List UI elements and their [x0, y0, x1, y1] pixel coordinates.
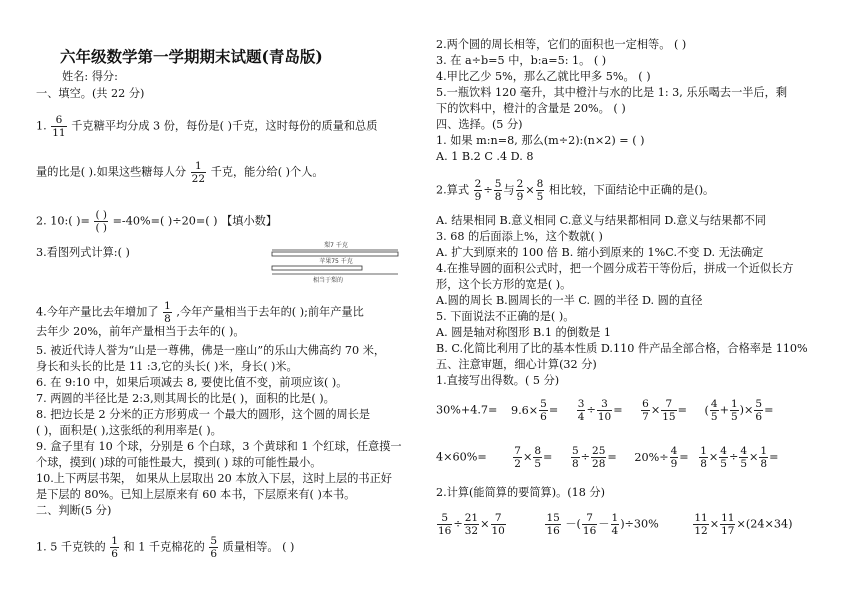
choice-5: 5. 下面说法不正确的是( )。: [436, 310, 575, 323]
judge-1: 1. 5 千克铁的 $\frac{1}{6}$ 和 1 千克棉花的 $\frac{5}{6}$ 质量相等。 ( ): [36, 535, 295, 560]
section-calculation: 五、注意审题，细心计算(32 分): [436, 358, 597, 371]
calc-row-1: 30%+4.7= 9.6× $\frac{5}{6}$ = $\frac{3}{4}$ ÷ $\frac{3}{10}$ = $\frac{6}{7}$ × $\frac{7}{15}$ = ( $\frac{4}{5}$ + $\frac{1}{5}$ )× $\frac{5}{6}$ =: [436, 398, 774, 423]
name-score-line: 姓名: 得分:: [62, 70, 118, 83]
fraction-blank: $\frac{( )}{( )}$: [95, 209, 107, 234]
choice-3-options: A. 扩大到原来的 100 倍 B. 缩小到原来的 1%C.不变 D. 无法确定: [436, 246, 764, 259]
question-10-line-1: 10.上下两层书架， 如果从上层取出 20 本放入下层，这时上层的书正好: [36, 472, 392, 485]
choice-2: 2.算式 $\frac{2}{9}$ ÷ $\frac{5}{8}$ 与 $\frac{2}{9}$ × $\frac{8}{5}$ 相比较，下面结论中正确的是()。: [436, 178, 715, 203]
calc-simplify-heading: 2.计算(能简算的要简算)。(18 分): [436, 486, 605, 499]
choice-4-line-2: 形，这个长方形的宽是( )。: [436, 278, 572, 291]
judge-2: 2.两个圆的周长相等，它们的面积也一定相等。 ( ): [436, 38, 687, 51]
judge-3: 3. 在 a÷b=5 中，b:a=5: 1。 ( ): [436, 54, 607, 67]
choice-5-options-2: B. C.化简比利用了比的基本性质 D.110 件产品全部合格，合格率是 110%: [436, 342, 808, 355]
line-segment-diagram: [266, 238, 406, 284]
fraction-1-6: $\frac{1}{6}$: [111, 535, 118, 560]
question-5-line-1: 5. 被近代诗人誉为“山是一尊佛，佛是一座山”的乐山大佛高约 70 米，: [36, 344, 386, 357]
fraction-6-11: $\frac{6}{11}$: [52, 114, 66, 139]
fraction-1-22: $\frac{1}{22}$: [191, 160, 206, 185]
diagram-label-apple: 苹果75 千克: [319, 258, 353, 265]
question-8-line-2: ( )，面积是( ),这张纸的利用率是( )。: [36, 424, 222, 437]
choice-4-line-1: 4.在推导圆的面积公式时，把一个圆分成若干等份后，拼成一个近似长方: [436, 262, 794, 275]
question-7: 7. 两圆的半径比是 2:3,则其周长的比是( )，面积的比是( )。: [36, 392, 335, 405]
calc-direct-heading: 1.直接写出得数。( 5 分): [436, 374, 560, 387]
judge-5-line-1: 5.一瓶饮料 120 毫升，其中橙汁与水的比是 1: 3, 乐乐喝去一半后，剩: [436, 86, 788, 99]
question-8-line-1: 8. 把边长是 2 分米的正方形剪成一 个最大的圆形，这个圆的周长是: [36, 408, 371, 421]
choice-4-options: A.圆的周长 B.圆周长的一半 C. 圆的半径 D. 圆的直径: [436, 294, 703, 307]
choice-1: 1. 如果 m:n=8, 那么(m÷2):(n×2) = ( ): [436, 134, 645, 147]
question-1-line-1: 1. $\frac{6}{11}$ 千克糖平均分成 3 份，每份是( )千克，这时每份的质量和总质: [36, 114, 378, 139]
choice-3: 3. 68 的后面添上%，这个数就( ): [436, 230, 603, 243]
choice-1-options: A. 1 B.2 C .4 D. 8: [436, 150, 534, 163]
question-9-line-1: 9. 盒子里有 10 个球，分别是 6 个白球，3 个黄球和 1 个红球，任意摸一: [36, 440, 402, 453]
choice-2-options: A. 结果相同 B.意义相同 C.意义与结果都相同 D.意义与结果都不同: [436, 214, 766, 227]
diagram-label-ratio: 相当于梨的: [312, 277, 344, 284]
question-3: 3.看图列式计算:( ): [36, 246, 130, 259]
section-choice: 四、选择。(5 分): [436, 118, 523, 131]
question-1-line-2: 量的比是( ).如果这些糖每人分 $\frac{1}{22}$ 千克，能分给( )个人。: [36, 160, 324, 185]
choice-5-options-1: A. 圆是轴对称图形 B.1 的倒数是 1: [436, 326, 611, 339]
question-9-line-2: 个球，摸到( )球的可能性最大，摸到( ) 球的可能性最小。: [36, 456, 322, 469]
question-4-line-1: 4.今年产量比去年增加了 $\frac{1}{8}$ ,今年产量相当于去年的( );前年产量比: [36, 300, 364, 325]
question-6: 6. 在 9:10 中，如果后项减去 8, 要使比值不变，前项应该( )。: [36, 376, 348, 389]
question-5-line-2: 身长和头长的比是 11 :3,它的头长( )米，身长( )米。: [36, 360, 298, 373]
diagram-label-pear: 梨7 千克: [324, 242, 348, 249]
calc-row-2: 4×60%= $\frac{7}{2}$ × $\frac{8}{5}$ = $\frac{5}{8}$ ÷ $\frac{25}{28}$ = 20%÷ $\frac{4}{9}$ = $\frac{1}{8}$ × $\frac{4}{5}$ ÷ $\frac{4}{5}$ × $\frac{1}{8}$ =: [436, 445, 779, 470]
page-title: 六年级数学第一学期期末试题(青岛版): [60, 47, 323, 66]
judge-4: 4.甲比乙少 5%，那么乙就比甲多 5%。 ( ): [436, 70, 651, 83]
question-4-line-2: 去年少 20%，前年产量相当于去年的( )。: [36, 325, 245, 338]
fraction-1-8: $\frac{1}{8}$: [164, 300, 171, 325]
fraction-5-6: $\frac{5}{6}$: [210, 535, 218, 560]
judge-5-line-2: 下的饮料中，橙汁的含量是 20%。 ( ): [436, 102, 626, 115]
calc-row-3: $\frac{5}{16}$ ÷ $\frac{21}{32}$ × $\frac{7}{10}$ $\frac{15}{16}$ －( $\frac{7}{16}$ － $\frac{1}{4}$ )÷30% $\frac{11}{12}$ × $\frac{11}{17}$ ×(24×34): [438, 512, 793, 537]
question-2: 2. 10:( )= $\frac{( )}{( )}$ =-40%=( )÷20=( ) 【填小数】: [36, 209, 278, 234]
question-10-line-2: 是下层的 80%。已知上层原来有 60 本书，下层原来有( )本书。: [36, 488, 356, 501]
section-fill-in: 一、填空。(共 22 分): [36, 87, 145, 100]
section-judge: 二、判断(5 分): [36, 504, 112, 517]
